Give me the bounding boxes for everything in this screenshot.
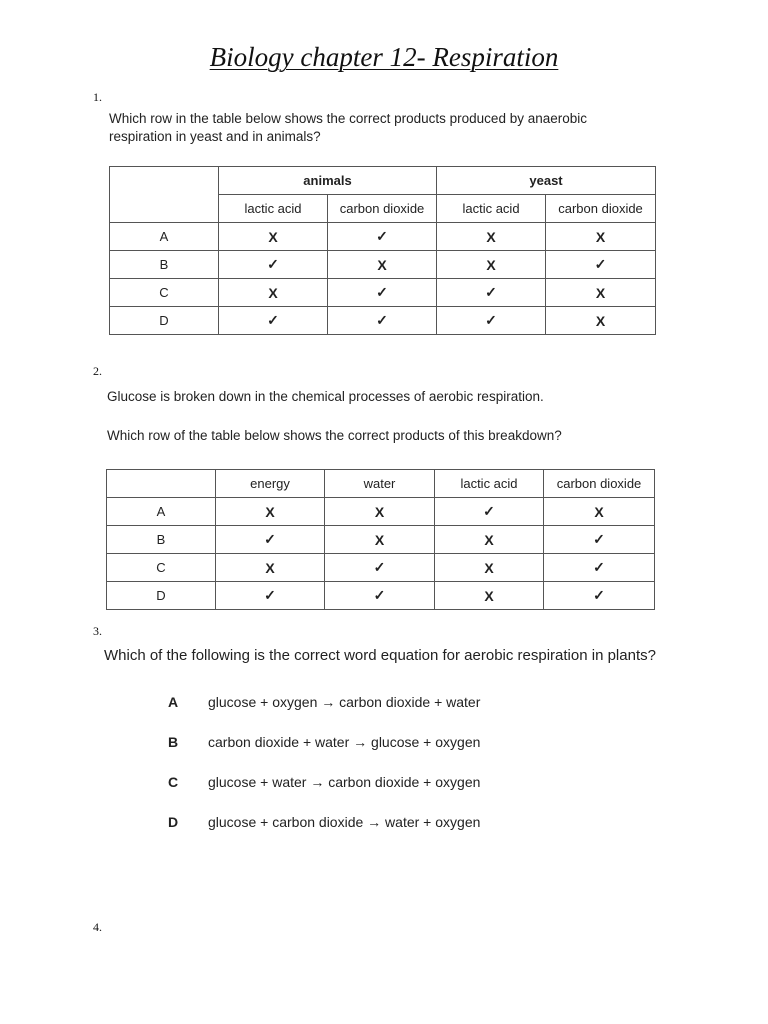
table-cell: X [546, 279, 656, 307]
table-cell: ✓ [328, 279, 437, 307]
column-header: energy [216, 470, 325, 498]
question-2-text-line-2: Which row of the table below shows the correct products of this breakdown? [107, 428, 562, 443]
table-cell: ✓ [546, 251, 656, 279]
table-cell: X [216, 498, 325, 526]
answer-option-b [168, 732, 480, 752]
table-cell: ✓ [219, 307, 328, 335]
column-header: carbon dioxide [544, 470, 655, 498]
table-cell: X [437, 251, 546, 279]
table-cell: X [437, 223, 546, 251]
table-row [107, 582, 655, 610]
table-cell: X [216, 554, 325, 582]
column-header: carbon dioxide [546, 195, 656, 223]
question-1-text [109, 110, 587, 146]
table-row [107, 498, 655, 526]
question-3-text: Which of the following is the correct word equation for aerobic respiration in plants? [104, 647, 656, 664]
question-2-table [106, 469, 655, 610]
table-corner-cell [107, 470, 216, 498]
option-text: carbon dioxide + water → glucose + oxygen [208, 734, 481, 750]
table-row [110, 223, 656, 251]
table-cell: X [435, 526, 544, 554]
table-header-row [110, 167, 656, 195]
row-label: C [110, 279, 219, 307]
question-3-number: 3. [93, 624, 102, 638]
question-1-text-line-1: Which row in the table below shows the correct products produced by anaerobic [109, 111, 588, 126]
group-header-animals: animals [219, 167, 437, 195]
question-2-number: 2. [93, 364, 102, 378]
row-label: D [107, 582, 216, 610]
table-cell: ✓ [219, 251, 328, 279]
row-label: C [107, 554, 216, 582]
group-header-yeast: yeast [437, 167, 656, 195]
page-title: Biology chapter 12- Respiration [209, 42, 559, 72]
table-row [107, 554, 655, 582]
table-row [107, 526, 655, 554]
row-label: A [107, 498, 216, 526]
table-cell: X [546, 307, 656, 335]
answer-option-c [168, 772, 480, 792]
question-2-text-line-1: Glucose is broken down in the chemical processes of aerobic respiration. [107, 389, 544, 404]
table-cell: ✓ [544, 554, 655, 582]
table-cell: X [544, 498, 655, 526]
table-cell: ✓ [328, 223, 437, 251]
option-text: glucose + carbon dioxide → water + oxygen [208, 814, 481, 830]
column-header: lactic acid [435, 470, 544, 498]
table-row [110, 251, 656, 279]
table-row [110, 307, 656, 335]
row-label: B [107, 526, 216, 554]
option-text: glucose + water → carbon dioxide + oxygen [208, 774, 481, 790]
table-cell: X [435, 554, 544, 582]
table-cell: X [325, 498, 435, 526]
table-header-row [107, 470, 655, 498]
option-letter: B [168, 734, 179, 750]
option-text: glucose + oxygen → carbon dioxide + water [208, 694, 481, 710]
table-cell: X [219, 223, 328, 251]
table-row [110, 279, 656, 307]
option-letter: D [168, 814, 179, 830]
answer-option-d [168, 812, 480, 832]
column-header: lactic acid [219, 195, 328, 223]
answer-option-a [168, 692, 480, 712]
table-cell: ✓ [216, 526, 325, 554]
table-cell: ✓ [328, 307, 437, 335]
table-cell: X [435, 582, 544, 610]
table-cell: X [219, 279, 328, 307]
table-cell: ✓ [325, 582, 435, 610]
column-header: water [325, 470, 435, 498]
table-cell: ✓ [216, 582, 325, 610]
option-letter: C [168, 774, 179, 790]
table-cell: ✓ [435, 498, 544, 526]
table-cell: X [328, 251, 437, 279]
row-label: A [110, 223, 219, 251]
table-cell: X [546, 223, 656, 251]
table-corner-cell [110, 167, 219, 223]
table-cell: ✓ [325, 554, 435, 582]
question-1-text-line-2: respiration in yeast and in animals? [109, 129, 321, 144]
table-cell: X [325, 526, 435, 554]
table-cell: ✓ [437, 307, 546, 335]
question-1-number: 1. [93, 90, 102, 104]
column-header: lactic acid [437, 195, 546, 223]
table-cell: ✓ [544, 582, 655, 610]
table-cell: ✓ [437, 279, 546, 307]
column-header: carbon dioxide [328, 195, 437, 223]
option-letter: A [168, 694, 179, 710]
question-1-table [109, 166, 656, 335]
question-4-number: 4. [93, 920, 102, 934]
row-label: B [110, 251, 219, 279]
row-label: D [110, 307, 219, 335]
table-cell: ✓ [544, 526, 655, 554]
